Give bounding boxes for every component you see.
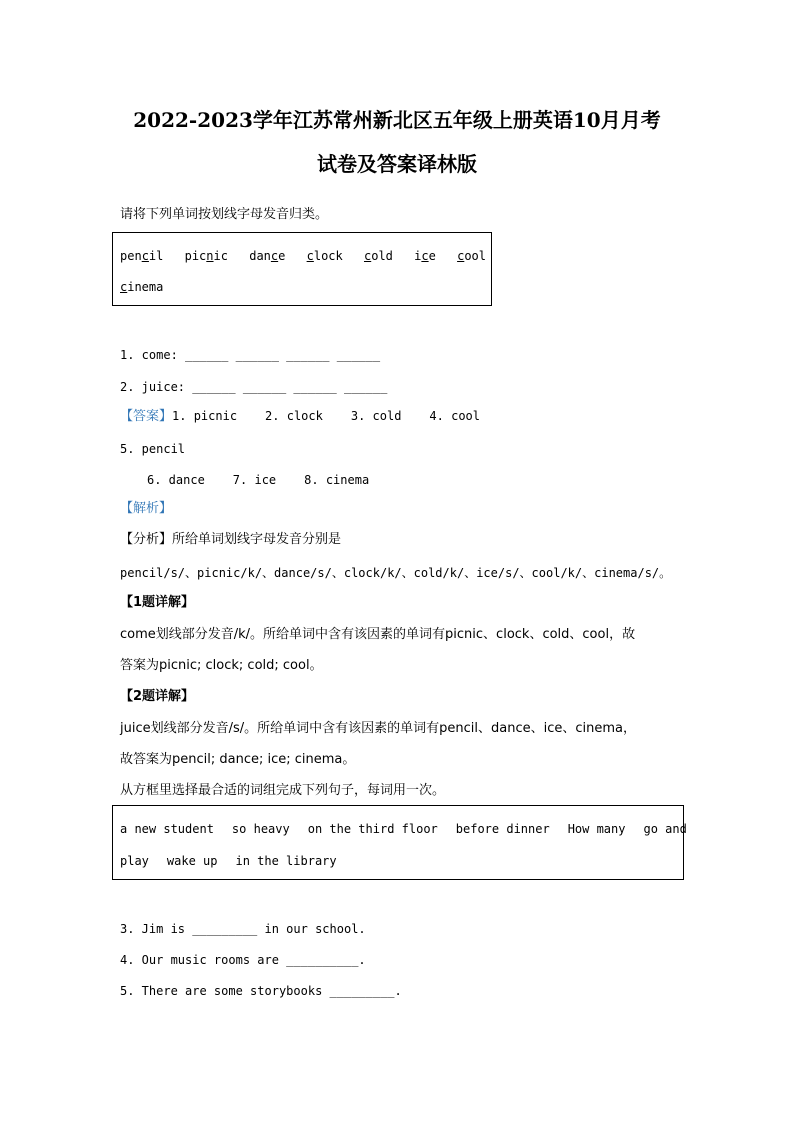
detail2-head: 【2题详解】 — [120, 689, 195, 704]
phrase-box — [112, 805, 687, 880]
answer-8: 8. cinema — [304, 473, 370, 487]
q2-instruction: 从方框里选择最合适的词组完成下列句子，每词用一次。 — [120, 783, 446, 798]
answer-row1 — [120, 408, 480, 425]
page-title-line2: 试卷及答案译林版 — [317, 152, 477, 176]
q1-instruction: 请将下列单词按划线字母发音归类。 — [120, 207, 329, 222]
word-box — [112, 232, 492, 306]
analysis-label: 【解析】 — [120, 501, 173, 516]
answer-label: 【答案】 — [120, 409, 173, 424]
word-clock: clock — [306, 249, 343, 263]
detail1-line2: 答案为picnic; clock; cold; cool。 — [120, 658, 323, 673]
analysis-head: 【分析】所给单词划线字母发音分别是 — [120, 532, 342, 547]
detail1-line1: come划线部分发音/k/。所给单词中含有该因素的单词有picnic、clock、cold、cool，故 — [120, 627, 636, 642]
phrase-item: so heavy — [231, 822, 290, 836]
answer-row2 — [147, 472, 369, 488]
word-dance: dance — [249, 249, 286, 263]
phrase-item: wake up — [166, 854, 218, 868]
word-cold: cold — [363, 249, 393, 263]
answer-1: 1. picnic — [172, 409, 238, 423]
answer-5: 5. pencil — [120, 442, 186, 456]
answer-6: 6. dance — [147, 473, 205, 487]
word-cool: cool — [457, 249, 486, 263]
word-picnic: picnic — [184, 249, 228, 263]
page-title: 2022-2023学年江苏常州新北区五年级上册英语10月月考 — [133, 108, 661, 132]
word-box-row1 — [120, 249, 500, 263]
q2-item4: 4. Our music rooms are __________. — [120, 953, 366, 967]
phrase-item: go and — [643, 822, 687, 836]
answer-7: 7. ice — [232, 473, 277, 487]
phrase-box-row1 — [120, 822, 687, 836]
answer-3: 3. cold — [350, 409, 402, 423]
detail2-line2: 故答案为pencil; dance; ice; cinema。 — [120, 752, 356, 767]
phrase-item: on the third floor — [307, 822, 438, 836]
detail2-line1: juice划线部分发音/s/。所给单词中含有该因素的单词有pencil、dance、ice、cinema， — [120, 721, 636, 736]
detail1-head: 【1题详解】 — [120, 595, 195, 610]
phrase-box-row2 — [120, 854, 337, 868]
word-ice: ice — [414, 249, 436, 263]
word-cinema: cinema — [120, 280, 164, 294]
phrase-item: before dinner — [455, 822, 550, 836]
word-pencil: pencil — [120, 249, 164, 263]
phrase-item: a new student — [120, 822, 214, 836]
phrase-item: play — [120, 854, 149, 868]
answer-4: 4. cool — [429, 409, 480, 423]
q2-item3: 3. Jim is _________ in our school. — [120, 922, 366, 936]
answer-2: 2. clock — [265, 409, 323, 423]
phrase-item: in the library — [235, 854, 337, 868]
q1-item1: 1. come: ______ ______ ______ ______ — [120, 348, 381, 362]
analysis-line: pencil/s/、picnic/k/、dance/s/、clock/k/、cold/k/、ice/s/、cool/k/、cinema/s/。 — [120, 566, 672, 580]
word-box-row2 — [120, 280, 163, 294]
phrase-item: How many — [567, 822, 626, 836]
q1-item2: 2. juice: ______ ______ ______ ______ — [120, 380, 388, 394]
q2-item5: 5. There are some storybooks _________. — [120, 984, 402, 998]
